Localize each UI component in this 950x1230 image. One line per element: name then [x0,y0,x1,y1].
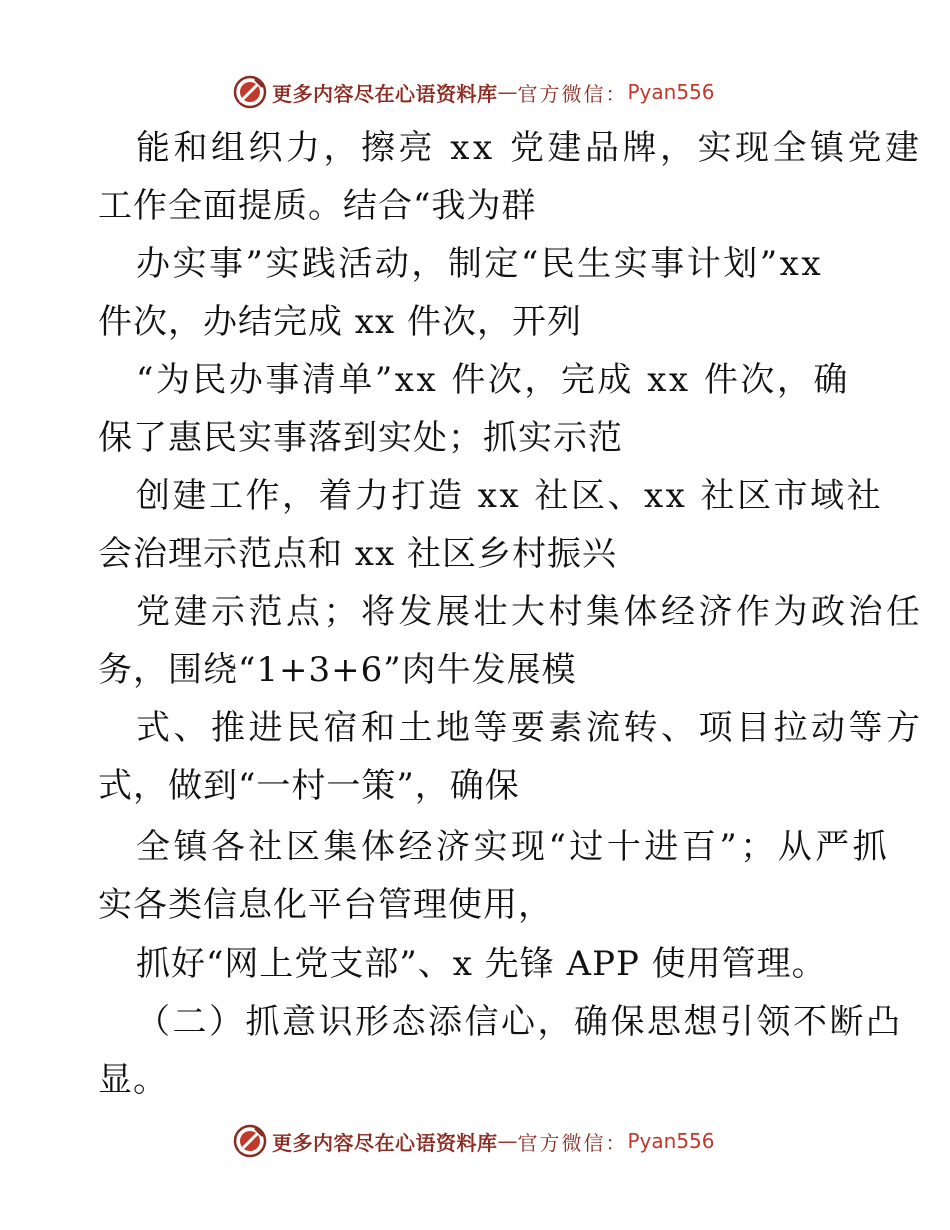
banner-title: 更多内容尽在心语资料库 [272,1130,498,1155]
banner-title: 更多内容尽在心语资料库 [272,81,498,106]
footer-watermark-banner [232,1121,715,1161]
text-line: 党建示范点；将发展壮大村集体经济作为政治任 [136,592,924,632]
banner-wechat-id: Pyan556 [627,80,715,104]
text-line: 创建工作，着力打造 xx 社区、xx 社区市域社 [136,476,884,516]
text-line: 保了惠民实事落到实处；抓实示范 [98,418,623,458]
text-line: 抓好“网上党支部”、x 先锋 APP 使用管理。 [136,944,827,984]
text-line: （二）抓意识形态添信心，确保思想引领不断凸 [136,1002,903,1042]
text-line: 工作全面提质。结合“我为群 [98,186,537,226]
text-line: 办实事”实践活动，制定“民生实事计划”xx [136,244,823,284]
text-line: 件次，办结完成 xx 件次，开列 [98,302,582,342]
banner-wechat-label: 官方微信： [517,81,628,106]
text-line: 实各类信息化平台管理使用， [98,885,553,925]
text-line: 显。 [98,1060,168,1100]
text-line: 会治理示范点和 xx 社区乡村振兴 [98,534,617,574]
banner-separator: — [497,80,518,104]
text-line: 式、推进民宿和土地等要素流转、项目拉动等方 [136,708,924,748]
pen-seal-logo-icon [232,1123,268,1159]
banner-wechat-id: Pyan556 [627,1129,715,1153]
text-line: 能和组织力，擦亮 xx 党建品牌，实现全镇党建 [136,128,923,168]
banner-wechat-label: 官方微信： [517,1130,628,1155]
banner-separator: — [497,1129,518,1153]
text-line: 式，做到“一村一策”，确保 [98,766,520,806]
text-line: 务，围绕“1+3+6”肉牛发展模 [98,650,577,690]
text-line: “为民办事清单”xx 件次，完成 xx 件次，确 [136,360,850,400]
text-line: 全镇各社区集体经济实现“过十进百”；从严抓 [136,827,891,867]
